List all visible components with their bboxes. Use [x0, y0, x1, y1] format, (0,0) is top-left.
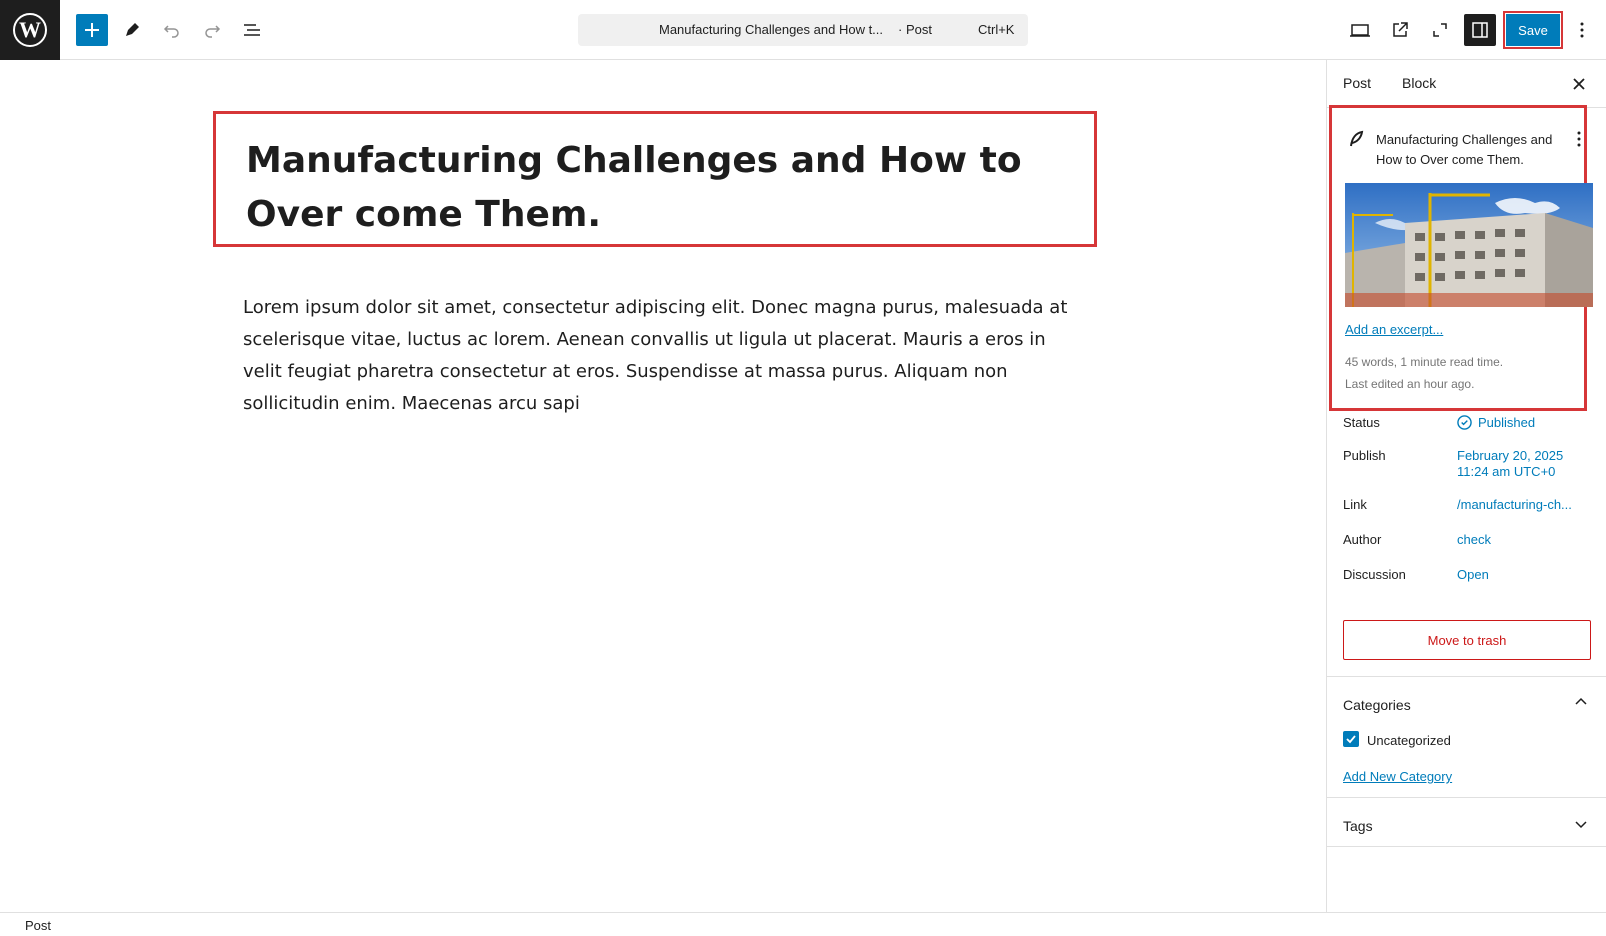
document-title: Manufacturing Challenges and How t...: [659, 22, 884, 37]
chevron-down-icon[interactable]: [1571, 814, 1591, 834]
breadcrumb-post[interactable]: Post: [25, 918, 52, 933]
permalink-value[interactable]: /manufacturing-ch...: [1457, 497, 1572, 512]
divider: [1327, 797, 1606, 798]
move-to-trash-button[interactable]: Move to trash: [1343, 620, 1591, 660]
post-title[interactable]: Manufacturing Challenges and How to Over come Them.: [246, 140, 1022, 235]
tab-post[interactable]: Post: [1343, 75, 1372, 91]
add-excerpt-link[interactable]: Add an excerpt...: [1345, 322, 1444, 337]
redo-button[interactable]: [196, 14, 228, 46]
settings-sidebar: [1326, 60, 1606, 912]
command-palette-bar[interactable]: [578, 14, 1028, 46]
category-label: Uncategorized: [1367, 733, 1451, 748]
save-button[interactable]: Save: [1506, 14, 1560, 46]
plus-icon: [82, 20, 102, 40]
author-value[interactable]: check: [1457, 532, 1491, 547]
view-post-button[interactable]: [1384, 14, 1416, 46]
status-label: Status: [1343, 415, 1380, 430]
chevron-up-icon[interactable]: [1571, 692, 1591, 712]
publish-label: Publish: [1343, 448, 1386, 463]
summary-title: Manufacturing Challenges and How to Over come Them.: [1376, 132, 1553, 167]
checkmark-icon: [1345, 733, 1357, 745]
word-count: 45 words, 1 minute read time.: [1345, 355, 1504, 369]
desktop-icon: [1349, 20, 1371, 40]
discussion-label: Discussion: [1343, 567, 1406, 582]
divider: [1327, 676, 1606, 677]
publish-date[interactable]: February 20, 2025 11:24 am UTC+0: [1457, 448, 1564, 479]
discussion-value[interactable]: Open: [1457, 567, 1489, 582]
wordpress-logo-icon[interactable]: [0, 0, 60, 60]
close-icon[interactable]: [1569, 74, 1589, 94]
divider: [1327, 846, 1606, 847]
author-label: Author: [1343, 532, 1382, 547]
editor-canvas: [0, 60, 1326, 912]
preview-button[interactable]: [1344, 14, 1376, 46]
post-title-block[interactable]: [213, 111, 1097, 247]
redo-icon: [202, 20, 222, 40]
tools-button[interactable]: [116, 14, 148, 46]
tab-block[interactable]: Block: [1402, 75, 1437, 91]
options-button[interactable]: [1566, 14, 1598, 46]
undo-icon: [162, 20, 182, 40]
undo-button[interactable]: [156, 14, 188, 46]
categories-panel-title[interactable]: Categories: [1343, 697, 1411, 713]
add-block-button[interactable]: [76, 14, 108, 46]
fullscreen-button[interactable]: [1424, 14, 1456, 46]
feather-icon: [1348, 130, 1364, 148]
link-label: Link: [1343, 497, 1367, 512]
document-overview-button[interactable]: [236, 14, 268, 46]
top-toolbar: [0, 0, 1606, 60]
list-view-icon: [242, 20, 262, 40]
last-edited: Last edited an hour ago.: [1345, 377, 1475, 391]
paragraph-block[interactable]: Lorem ipsum dolor sit amet, consectetur adipiscing elit. Donec magna purus, malesuada at scelerisque vitae, luctus ac lorem. Aenean convallis ut ligula ut placerat. Mauris a eros in velit feugiat pharetra consectetur at eros. Suspendisse at massa purus. Aliquam non sollicitudin enim. Maecenas arcu sapi: [243, 297, 1068, 414]
uncategorized-checkbox[interactable]: [1343, 731, 1359, 747]
featured-image[interactable]: [1345, 183, 1593, 307]
svg-text:W: W: [19, 17, 41, 42]
more-options-icon[interactable]: [1576, 130, 1582, 148]
sidebar-tabs: [1327, 60, 1606, 108]
status-value[interactable]: Published: [1457, 415, 1535, 431]
published-check-icon: [1457, 415, 1472, 430]
fullscreen-icon: [1430, 20, 1450, 40]
keyboard-shortcut: Ctrl+K: [978, 22, 1015, 37]
settings-sidebar-toggle[interactable]: [1464, 14, 1496, 46]
sidebar-icon: [1470, 20, 1490, 40]
pencil-icon: [122, 20, 142, 40]
tags-panel-title[interactable]: Tags: [1343, 818, 1373, 834]
document-type: · Post: [898, 22, 932, 37]
external-link-icon: [1390, 20, 1410, 40]
add-new-category-link[interactable]: Add New Category: [1343, 769, 1453, 784]
block-breadcrumb-bar: [0, 912, 1606, 936]
post-summary-card: [1329, 105, 1587, 411]
vertical-ellipsis-icon: [1572, 20, 1592, 40]
